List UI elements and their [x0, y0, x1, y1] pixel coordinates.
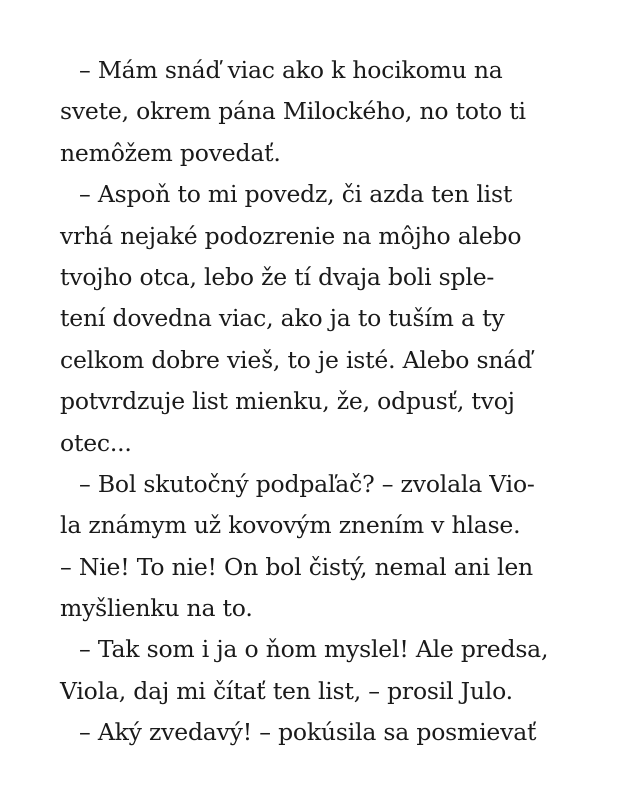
- text-line: celkom dobre vieš, to je isté. Alebo snáď: [60, 345, 532, 374]
- text-line: la známym už kovovým znením v hlase.: [60, 511, 521, 540]
- text-line: potvrdzuje list mienku, že, odpusť, tvoj: [60, 387, 515, 416]
- text-line: tvojho otca, lebo že tí dvaja boli sple-: [60, 262, 495, 291]
- text-line: otec...: [60, 428, 132, 457]
- text-line: vrhá nejaké podozrenie na môjho alebo: [60, 221, 522, 250]
- text-line: nemôžem povedať.: [60, 138, 281, 167]
- text-line: Viola, daj mi čítať ten list, – prosil Julo.: [60, 676, 513, 705]
- text-line: svete, okrem pána Milockého, no toto ti: [60, 97, 526, 126]
- text-line: myšlienku na to.: [60, 594, 253, 623]
- text-line: – Tak som i ja o ňom myslel! Ale predsa,: [79, 635, 549, 664]
- text-line: – Bol skutočný podpaľač? – zvolala Vio-: [79, 469, 535, 498]
- text-line: – Nie! To nie! On bol čistý, nemal ani len: [60, 552, 533, 581]
- text-line: – Aký zvedavý! – pokúsila sa posmievať: [79, 718, 537, 747]
- text-line: tení dovedna viac, ako ja to tuším a ty: [60, 304, 505, 333]
- text-block: [60, 50, 600, 754]
- text-line: – Mám snáď viac ako k hocikomu na: [79, 56, 503, 84]
- text-line: – Aspoň to mi povedz, či azda ten list: [79, 180, 513, 209]
